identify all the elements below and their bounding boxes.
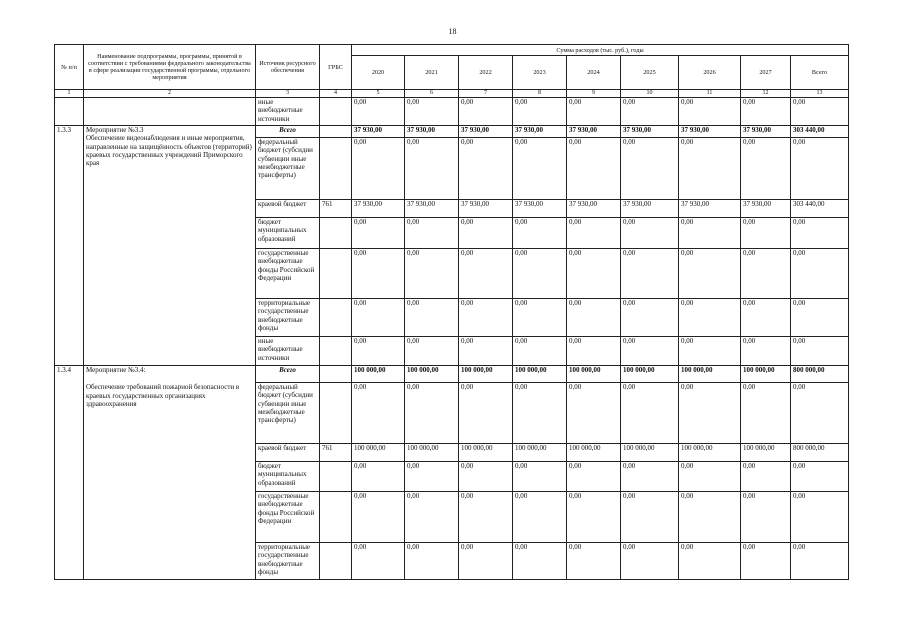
grbs-code — [320, 337, 352, 366]
amount-cell: 100 000,00 — [405, 444, 459, 462]
funding-source: Всего — [256, 126, 320, 138]
column-number: 1 — [55, 90, 84, 98]
header-year: 2021 — [405, 56, 459, 90]
amount-cell: 0,00 — [405, 543, 459, 580]
amount-cell: 37 930,00 — [679, 126, 741, 138]
amount-cell: 0,00 — [405, 249, 459, 299]
header-year: 2023 — [513, 56, 567, 90]
amount-cell: 37 930,00 — [513, 200, 567, 218]
amount-cell: 0,00 — [741, 383, 791, 444]
amount-cell: 0,00 — [352, 138, 405, 200]
amount-cell: 100 000,00 — [679, 444, 741, 462]
amount-cell: 0,00 — [621, 249, 679, 299]
amount-cell: 800 000,00 — [791, 366, 849, 383]
funding-source: территориальные государственные внебюджетные фонды — [256, 299, 320, 337]
amount-cell: 100 000,00 — [352, 366, 405, 383]
amount-cell: 0,00 — [567, 218, 621, 249]
amount-cell: 0,00 — [679, 462, 741, 492]
amount-cell: 0,00 — [679, 299, 741, 337]
amount-cell: 0,00 — [791, 337, 849, 366]
header-year: 2027 — [741, 56, 791, 90]
item-name-cell — [84, 98, 256, 126]
amount-cell: 0,00 — [567, 462, 621, 492]
funding-source: территориальные государственные внебюджетные фонды — [256, 543, 320, 580]
amount-cell: 0,00 — [352, 249, 405, 299]
amount-cell: 100 000,00 — [741, 444, 791, 462]
amount-cell: 0,00 — [567, 299, 621, 337]
grbs-code — [320, 138, 352, 200]
amount-cell: 0,00 — [679, 383, 741, 444]
table-row — [55, 126, 849, 138]
header-source: Источник ресурсного обеспечения — [256, 45, 320, 90]
amount-cell: 37 930,00 — [405, 200, 459, 218]
grbs-code — [320, 492, 352, 543]
amount-cell: 0,00 — [791, 543, 849, 580]
amount-cell: 0,00 — [621, 299, 679, 337]
amount-cell: 0,00 — [791, 138, 849, 200]
item-number: 1.3.4 — [55, 366, 84, 580]
amount-cell: 0,00 — [513, 462, 567, 492]
amount-cell: 100 000,00 — [459, 444, 513, 462]
amount-cell: 37 930,00 — [567, 200, 621, 218]
amount-cell: 0,00 — [513, 218, 567, 249]
amount-cell: 0,00 — [621, 138, 679, 200]
amount-cell: 0,00 — [352, 98, 405, 126]
header-name: Наименование подпрограммы, программы, принятой в соответствии с требованиями федерального законодательства в сфере реализации государственной программы, отдельного мероприятия — [84, 45, 256, 90]
amount-cell: 0,00 — [621, 492, 679, 543]
amount-cell: 800 000,00 — [791, 444, 849, 462]
amount-cell: 37 930,00 — [352, 126, 405, 138]
amount-cell: 0,00 — [741, 462, 791, 492]
amount-cell: 100 000,00 — [679, 366, 741, 383]
amount-cell: 0,00 — [679, 543, 741, 580]
funding-source: иные внебюджетные источники — [256, 98, 320, 126]
header-grbs: ГРБС — [320, 45, 352, 90]
grbs-code — [320, 126, 352, 138]
amount-cell: 0,00 — [352, 462, 405, 492]
column-number: 3 — [256, 90, 320, 98]
amount-cell: 0,00 — [513, 383, 567, 444]
amount-cell: 0,00 — [621, 383, 679, 444]
page-number: 18 — [448, 27, 457, 36]
funding-source: федеральный бюджет (субсидии субвенции иные межбюджетные трансферты) — [256, 138, 320, 200]
grbs-code — [320, 462, 352, 492]
amount-cell: 0,00 — [513, 492, 567, 543]
amount-cell: 37 930,00 — [352, 200, 405, 218]
header-year: 2026 — [679, 56, 741, 90]
amount-cell: 0,00 — [791, 249, 849, 299]
amount-cell: 0,00 — [741, 543, 791, 580]
item-title: Мероприятие №3.4: — [86, 366, 146, 374]
grbs-code — [320, 218, 352, 249]
amount-cell: 0,00 — [513, 98, 567, 126]
amount-cell: 0,00 — [513, 249, 567, 299]
header-year: 2022 — [459, 56, 513, 90]
amount-cell: 0,00 — [791, 98, 849, 126]
amount-cell: 0,00 — [405, 299, 459, 337]
amount-cell: 100 000,00 — [352, 444, 405, 462]
amount-cell: 0,00 — [459, 383, 513, 444]
grbs-code: 761 — [320, 200, 352, 218]
amount-cell: 37 930,00 — [621, 126, 679, 138]
amount-cell: 0,00 — [567, 138, 621, 200]
amount-cell: 0,00 — [567, 383, 621, 444]
amount-cell: 0,00 — [459, 337, 513, 366]
table-row — [55, 98, 849, 126]
column-number: 7 — [459, 90, 513, 98]
amount-cell: 100 000,00 — [513, 444, 567, 462]
grbs-code: 761 — [320, 444, 352, 462]
item-number: 1.3.3 — [55, 126, 84, 366]
amount-cell: 100 000,00 — [621, 366, 679, 383]
amount-cell: 0,00 — [352, 299, 405, 337]
grbs-code — [320, 249, 352, 299]
amount-cell: 0,00 — [352, 543, 405, 580]
column-number: 5 — [352, 90, 405, 98]
amount-cell: 100 000,00 — [621, 444, 679, 462]
amount-cell: 0,00 — [513, 337, 567, 366]
amount-cell: 0,00 — [567, 492, 621, 543]
column-number: 12 — [741, 90, 791, 98]
amount-cell: 37 930,00 — [459, 200, 513, 218]
amount-cell: 0,00 — [791, 383, 849, 444]
item-name-cell — [84, 366, 256, 580]
amount-cell: 37 930,00 — [567, 126, 621, 138]
grbs-code — [320, 98, 352, 126]
amount-cell: 0,00 — [679, 98, 741, 126]
amount-cell: 0,00 — [513, 299, 567, 337]
funding-source: бюджет муниципальных образований — [256, 462, 320, 492]
grbs-code — [320, 366, 352, 383]
amount-cell: 0,00 — [405, 218, 459, 249]
grbs-code — [320, 383, 352, 444]
table-row — [55, 366, 849, 383]
amount-cell: 0,00 — [459, 462, 513, 492]
column-number: 4 — [320, 90, 352, 98]
funding-source: государственные внебюджетные фонды Российской Федерации — [256, 249, 320, 299]
grbs-code — [320, 543, 352, 580]
column-number: 6 — [405, 90, 459, 98]
column-number: 11 — [679, 90, 741, 98]
header-no: № п/п — [55, 45, 84, 90]
amount-cell: 0,00 — [459, 249, 513, 299]
amount-cell: 0,00 — [405, 462, 459, 492]
amount-cell: 0,00 — [679, 337, 741, 366]
amount-cell: 0,00 — [405, 383, 459, 444]
funding-source: Всего — [256, 366, 320, 383]
amount-cell: 0,00 — [741, 299, 791, 337]
amount-cell: 37 930,00 — [741, 200, 791, 218]
funding-source: бюджет муниципальных образований — [256, 218, 320, 249]
funding-source: государственные внебюджетные фонды Российской Федерации — [256, 492, 320, 543]
amount-cell: 0,00 — [513, 138, 567, 200]
header-year: Всего — [791, 56, 849, 90]
amount-cell: 303 440,00 — [791, 126, 849, 138]
amount-cell: 0,00 — [405, 98, 459, 126]
amount-cell: 37 930,00 — [741, 126, 791, 138]
item-description: Обеспечение требований пожарной безопасности в краевых государственных организациях здравоохранения — [86, 383, 240, 408]
amount-cell: 100 000,00 — [741, 366, 791, 383]
amount-cell: 0,00 — [621, 98, 679, 126]
amount-cell: 37 930,00 — [405, 126, 459, 138]
item-name-cell — [84, 126, 256, 366]
amount-cell: 0,00 — [741, 218, 791, 249]
amount-cell: 100 000,00 — [567, 366, 621, 383]
amount-cell: 0,00 — [741, 492, 791, 543]
amount-cell: 0,00 — [791, 299, 849, 337]
column-number: 2 — [84, 90, 256, 98]
amount-cell: 0,00 — [459, 543, 513, 580]
amount-cell: 100 000,00 — [567, 444, 621, 462]
amount-cell: 0,00 — [405, 138, 459, 200]
amount-cell: 37 930,00 — [679, 200, 741, 218]
amount-cell: 0,00 — [621, 543, 679, 580]
amount-cell: 0,00 — [459, 492, 513, 543]
amount-cell: 0,00 — [405, 337, 459, 366]
amount-cell: 0,00 — [741, 337, 791, 366]
header-year: 2024 — [567, 56, 621, 90]
amount-cell: 0,00 — [741, 249, 791, 299]
amount-cell: 0,00 — [621, 462, 679, 492]
amount-cell: 0,00 — [459, 218, 513, 249]
amount-cell: 0,00 — [679, 492, 741, 543]
amount-cell: 100 000,00 — [405, 366, 459, 383]
amount-cell: 0,00 — [621, 218, 679, 249]
amount-cell: 0,00 — [741, 138, 791, 200]
funding-source: краевой бюджет — [256, 200, 320, 218]
amount-cell: 0,00 — [405, 492, 459, 543]
amount-cell: 0,00 — [567, 249, 621, 299]
amount-cell: 0,00 — [791, 462, 849, 492]
header-sum-group: Сумма расходов (тыс. руб.), годы — [352, 45, 849, 56]
grbs-code — [320, 299, 352, 337]
amount-cell: 0,00 — [352, 492, 405, 543]
amount-cell: 0,00 — [741, 98, 791, 126]
funding-source: иные внебюджетные источники — [256, 337, 320, 366]
amount-cell: 0,00 — [352, 383, 405, 444]
amount-cell: 0,00 — [567, 337, 621, 366]
item-number — [55, 98, 84, 126]
amount-cell: 100 000,00 — [459, 366, 513, 383]
amount-cell: 37 930,00 — [459, 126, 513, 138]
amount-cell: 0,00 — [352, 337, 405, 366]
amount-cell: 0,00 — [513, 543, 567, 580]
amount-cell: 0,00 — [679, 249, 741, 299]
budget-table — [54, 44, 849, 580]
column-number: 10 — [621, 90, 679, 98]
column-number: 8 — [513, 90, 567, 98]
header-year: 2020 — [352, 56, 405, 90]
amount-cell: 0,00 — [679, 218, 741, 249]
amount-cell: 0,00 — [567, 543, 621, 580]
amount-cell: 37 930,00 — [621, 200, 679, 218]
amount-cell: 37 930,00 — [513, 126, 567, 138]
amount-cell: 303 440,00 — [791, 200, 849, 218]
header-year: 2025 — [621, 56, 679, 90]
amount-cell: 100 000,00 — [513, 366, 567, 383]
funding-source: краевой бюджет — [256, 444, 320, 462]
column-number: 13 — [791, 90, 849, 98]
amount-cell: 0,00 — [679, 138, 741, 200]
amount-cell: 0,00 — [459, 299, 513, 337]
amount-cell: 0,00 — [621, 337, 679, 366]
funding-source: федеральный бюджет (субсидии субвенции иные межбюджетные трансферты) — [256, 383, 320, 444]
amount-cell: 0,00 — [791, 218, 849, 249]
amount-cell: 0,00 — [567, 98, 621, 126]
item-title: Мероприятие №3.3 — [86, 126, 144, 134]
item-description: Обеспечение видеонаблюдения и иные мероприятия, направленные на защищённость объектов (территорий) краевых государственных учреждений Приморского края — [86, 134, 252, 168]
column-number: 9 — [567, 90, 621, 98]
amount-cell: 0,00 — [459, 138, 513, 200]
amount-cell: 0,00 — [459, 98, 513, 126]
amount-cell: 0,00 — [791, 492, 849, 543]
amount-cell: 0,00 — [352, 218, 405, 249]
